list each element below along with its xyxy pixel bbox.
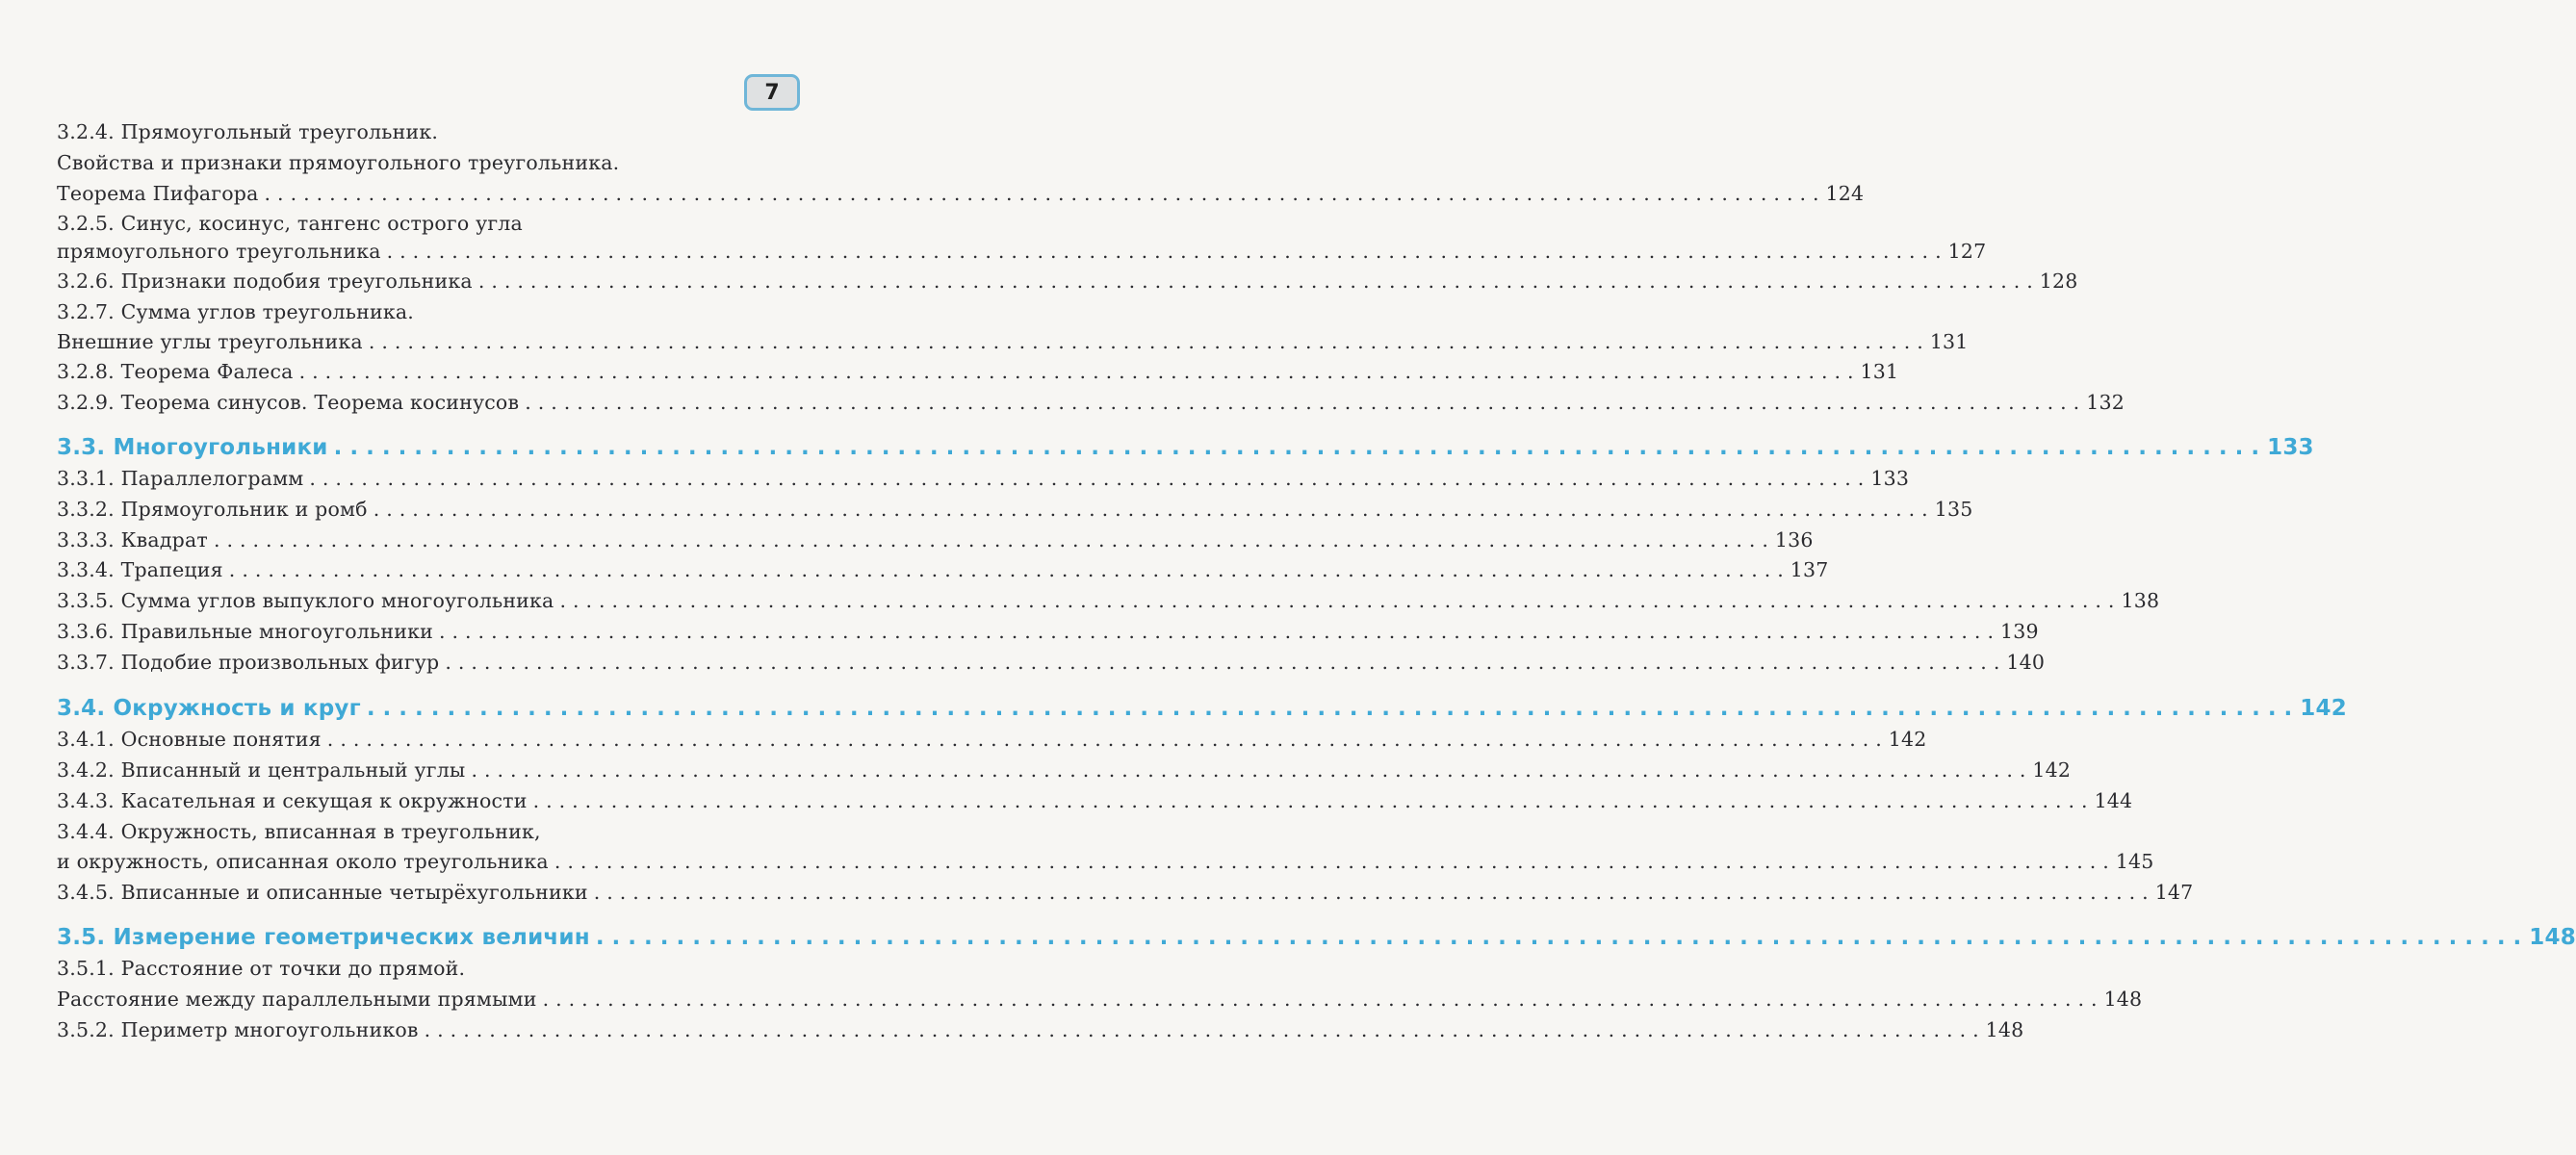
toc-entry xyxy=(57,266,2078,296)
toc-page-number: 139 xyxy=(1999,620,2039,643)
toc-section-heading xyxy=(57,693,2347,724)
toc-entry-title: и окружность, описанная около треугольника xyxy=(57,850,549,873)
toc-entry-title: 3.2.8. Теорема Фалеса xyxy=(57,360,294,383)
toc-leader-dots: ........................................................................................................................ xyxy=(439,620,2000,643)
toc-entry xyxy=(57,326,1969,357)
toc-entry xyxy=(57,616,2039,647)
toc-entry xyxy=(57,463,1910,494)
toc-entry xyxy=(57,846,2154,877)
toc-page-number: 142 xyxy=(2300,696,2347,721)
toc-leader-dots: ........................................................................................................................ xyxy=(264,182,1826,205)
toc-entry-title: 3.4.4. Окружность, вписанная в треугольник, xyxy=(57,820,541,843)
toc-entry-title: 3.3.1. Параллелограмм xyxy=(57,467,304,490)
toc-leader-dots: ........................................................................................................................ xyxy=(559,589,2122,612)
toc-entry-title: 3.2.5. Синус, косинус, тангенс острого угла xyxy=(57,212,523,235)
toc-page-number: 132 xyxy=(2086,391,2125,414)
toc-entry xyxy=(57,525,1814,555)
toc-page-number: 147 xyxy=(2154,881,2194,904)
page-number: 7 xyxy=(764,80,780,105)
toc-leader-dots: ........................................................................................................................ xyxy=(532,789,2095,812)
toc-entry-title: 3.4.1. Основные понятия xyxy=(57,728,322,751)
toc-entry xyxy=(57,116,782,147)
toc-leader-dots: ........................................................................................................................ xyxy=(593,881,2155,904)
toc-entry-title: 3.4.5. Вписанные и описанные четырёхугольники xyxy=(57,881,588,904)
toc-entry-title: 3.3.3. Квадрат xyxy=(57,528,208,552)
toc-entry xyxy=(57,816,782,847)
toc-leader-dots: ........................................................................................................................ xyxy=(542,988,2104,1011)
toc-page-number: 140 xyxy=(2006,651,2046,674)
toc-entry-title: 3.4.2. Вписанный и центральный углы xyxy=(57,758,466,782)
toc-entry-title: 3.3.2. Прямоугольник и ромб xyxy=(57,498,368,521)
toc-leader-dots: ........................................................................................................................ xyxy=(368,330,1930,353)
toc-entry-title: Расстояние между параллельными прямыми xyxy=(57,988,537,1011)
toc-entry xyxy=(57,494,1973,525)
toc-leader-dots: ........................................................................................................................ xyxy=(525,391,2087,414)
toc-page-number: 128 xyxy=(2039,270,2078,293)
toc-leader-dots: ........................................................................................................................ xyxy=(445,651,2007,674)
toc-page-number: 148 xyxy=(2529,925,2576,950)
toc-entry xyxy=(57,236,1987,267)
toc-entry-title: Свойства и признаки прямоугольного треугольника. xyxy=(57,151,620,174)
toc-entry xyxy=(57,147,782,178)
toc-section-heading xyxy=(57,922,2576,953)
toc-leader-dots: ........................................................................................................................ xyxy=(554,850,2116,873)
toc-entry xyxy=(57,554,1829,585)
toc-leader-dots: ........................................................................................................................ xyxy=(477,270,2040,293)
toc-entry xyxy=(57,296,782,327)
toc-page-number: 133 xyxy=(2267,435,2314,460)
toc-leader-dots: ........................................................................................................................ xyxy=(366,696,2301,721)
toc-page-number: 133 xyxy=(1870,467,1910,490)
toc-entry-title: 3.4. Окружность и круг xyxy=(57,696,361,721)
toc-entry xyxy=(57,755,2072,785)
toc-leader-dots: ........................................................................................................................ xyxy=(213,528,1775,552)
toc-entry-title: 3.2.9. Теорема синусов. Теорема косинусов xyxy=(57,391,520,414)
toc-entry-title: 3.2.4. Прямоугольный треугольник. xyxy=(57,120,439,143)
toc-page-number: 148 xyxy=(2103,988,2143,1011)
toc-leader-dots: ........................................................................................................................ xyxy=(298,360,1861,383)
toc-leader-dots: ........................................................................................................................ xyxy=(309,467,1871,490)
toc-entry-title: Теорема Пифагора xyxy=(57,182,259,205)
toc-leader-dots: ........................................................................................................................ xyxy=(228,558,1790,581)
toc-entry-title: 3.3.6. Правильные многоугольники xyxy=(57,620,433,643)
toc-entry-title: 3.3.7. Подобие произвольных фигур xyxy=(57,651,440,674)
toc-page-number: 136 xyxy=(1774,528,1814,552)
toc-leader-dots: ........................................................................................................................ xyxy=(424,1018,1986,1041)
toc-page-number: 127 xyxy=(1947,240,1987,263)
toc-entry xyxy=(57,785,2133,816)
toc-page-number: 148 xyxy=(1985,1018,2024,1041)
toc-entry xyxy=(57,953,782,984)
toc-leader-dots: ........................................................................................................................ xyxy=(386,240,1948,263)
toc-page-number: 137 xyxy=(1790,558,1829,581)
toc-entry-title: 3.5.2. Периметр многоугольников xyxy=(57,1018,419,1041)
toc-entry-title: 3.2.7. Сумма углов треугольника. xyxy=(57,300,414,323)
toc-leader-dots: ........................................................................................................................ xyxy=(373,498,1935,521)
toc-page-number: 142 xyxy=(1888,728,1927,751)
toc-entry-title: 3.3.4. Трапеция xyxy=(57,558,223,581)
toc-entry-title: 3.5. Измерение геометрических величин xyxy=(57,925,590,950)
toc-leader-dots: ........................................................................................................................ xyxy=(333,435,2268,460)
toc-entry xyxy=(57,208,782,239)
toc-page-number: 138 xyxy=(2121,589,2160,612)
toc-entry-title: 3.4.3. Касательная и секущая к окружности xyxy=(57,789,528,812)
toc-page-number: 142 xyxy=(2032,758,2072,782)
toc-page-number: 145 xyxy=(2115,850,2154,873)
toc-leader-dots: ........................................................................................................................ xyxy=(595,925,2530,950)
toc-leader-dots: ........................................................................................................................ xyxy=(326,728,1889,751)
toc-entry-title: 3.3. Многоугольники xyxy=(57,435,328,460)
toc-page-number: 135 xyxy=(1934,498,1973,521)
toc-page-number: 144 xyxy=(2094,789,2133,812)
toc-page-number: 124 xyxy=(1825,182,1865,205)
toc-entry-title: Внешние углы треугольника xyxy=(57,330,363,353)
toc-entry xyxy=(57,724,1927,755)
page-number-badge xyxy=(744,74,800,111)
toc-leader-dots: ........................................................................................................................ xyxy=(471,758,2033,782)
toc-page-number: 131 xyxy=(1929,330,1969,353)
toc-entry xyxy=(57,585,2160,616)
toc-entry xyxy=(57,984,2143,1014)
toc-entry-title: 3.3.5. Сумма углов выпуклого многоугольника xyxy=(57,589,554,612)
toc-section-heading xyxy=(57,432,2314,463)
toc-entry-title: прямоугольного треугольника xyxy=(57,240,381,263)
toc-entry-title: 3.5.1. Расстояние от точки до прямой. xyxy=(57,957,466,980)
toc-entry xyxy=(57,647,2046,678)
toc-page-number: 131 xyxy=(1860,360,1899,383)
toc-entry xyxy=(57,387,2125,418)
toc-entry xyxy=(57,356,1899,387)
toc-entry-title: 3.2.6. Признаки подобия треугольника xyxy=(57,270,473,293)
toc-entry xyxy=(57,1014,2024,1045)
toc-entry xyxy=(57,877,2194,908)
toc-entry xyxy=(57,178,1865,209)
